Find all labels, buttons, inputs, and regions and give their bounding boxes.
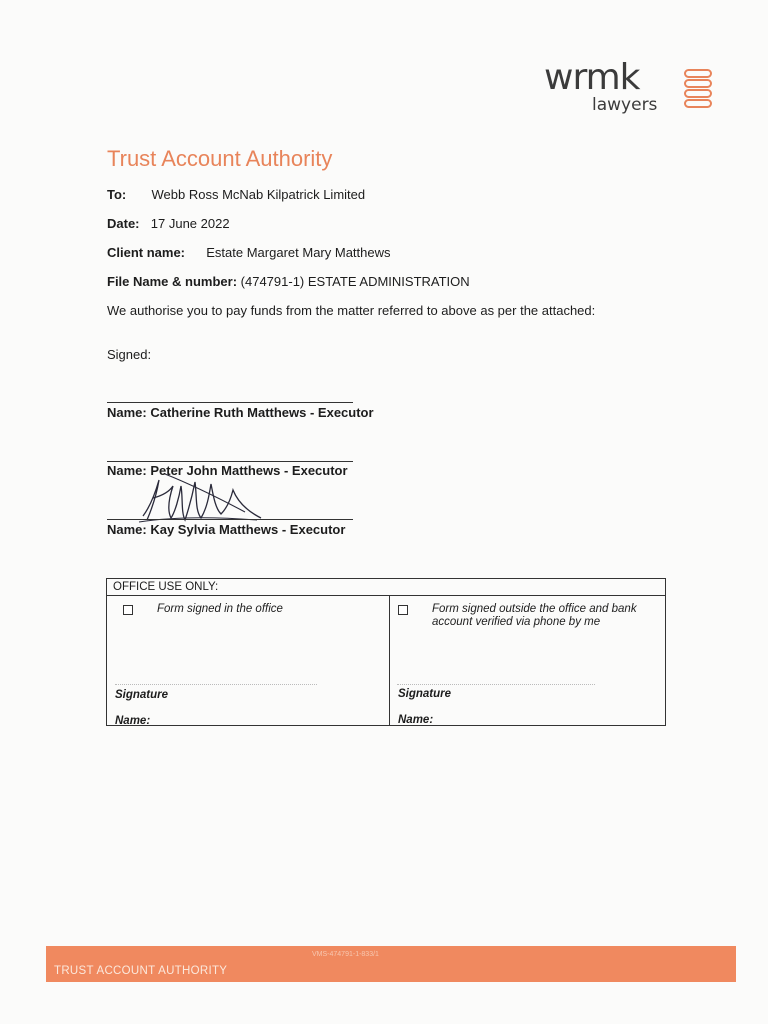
- footer-label: TRUST ACCOUNT AUTHORITY: [54, 965, 228, 977]
- signatory-name-3: Name: Kay Sylvia Matthews - Executor: [107, 522, 346, 537]
- footer-reference: VMS-474791-1-833/1: [312, 951, 379, 958]
- signatory-name-2: Name: Peter John Matthews - Executor: [107, 463, 348, 478]
- signature-line-3: [107, 519, 353, 520]
- office-divider: [389, 595, 390, 725]
- signed-outside-office-label-1: Form signed outside the office and bank: [432, 603, 637, 615]
- client-label: Client name:: [107, 245, 186, 260]
- signed-label: Signed:: [107, 347, 152, 362]
- office-use-header: OFFICE USE ONLY:: [107, 579, 665, 596]
- date-label: Date:: [107, 216, 140, 231]
- right-name-label: Name:: [398, 714, 434, 726]
- wrmk-logo: [540, 58, 720, 118]
- file-row: [107, 274, 470, 290]
- handwritten-signature: [135, 468, 275, 526]
- signed-in-office-checkbox[interactable]: [123, 605, 133, 615]
- signatory-name-1: Name: Catherine Ruth Matthews - Executor: [107, 405, 374, 420]
- office-use-box: [106, 578, 666, 726]
- client-value: Estate Margaret Mary Matthews: [206, 245, 391, 260]
- left-name-label: Name:: [115, 715, 151, 727]
- date-value: 17 June 2022: [150, 216, 230, 231]
- document-title: Trust Account Authority: [107, 146, 333, 171]
- logo-subtitle: lawyers: [592, 95, 658, 115]
- date-row: [107, 216, 230, 232]
- signed-outside-office-label-2: account verified via phone by me: [432, 616, 601, 628]
- file-value: (474791-1) ESTATE ADMINISTRATION: [240, 274, 470, 289]
- signature-line-2: [107, 461, 353, 462]
- logo-stacked-bars-icon: [683, 68, 713, 112]
- client-row: [107, 245, 391, 261]
- footer-bar: [46, 946, 736, 982]
- logo-wordmark: wrmk: [544, 57, 640, 98]
- to-value: Webb Ross McNab Kilpatrick Limited: [151, 187, 366, 202]
- right-signature-line: [397, 684, 595, 685]
- file-label: File Name & number:: [107, 274, 238, 289]
- left-signature-line: [115, 684, 317, 685]
- signed-in-office-label: Form signed in the office: [157, 603, 283, 615]
- to-label: To:: [107, 187, 127, 202]
- to-row: [107, 187, 365, 203]
- left-signature-label: Signature: [115, 689, 169, 701]
- signed-outside-office-checkbox[interactable]: [398, 605, 408, 615]
- signature-line-1: [107, 402, 353, 403]
- authorise-text: We authorise you to pay funds from the matter referred to above as per the attached:: [107, 303, 596, 318]
- right-signature-label: Signature: [398, 688, 452, 700]
